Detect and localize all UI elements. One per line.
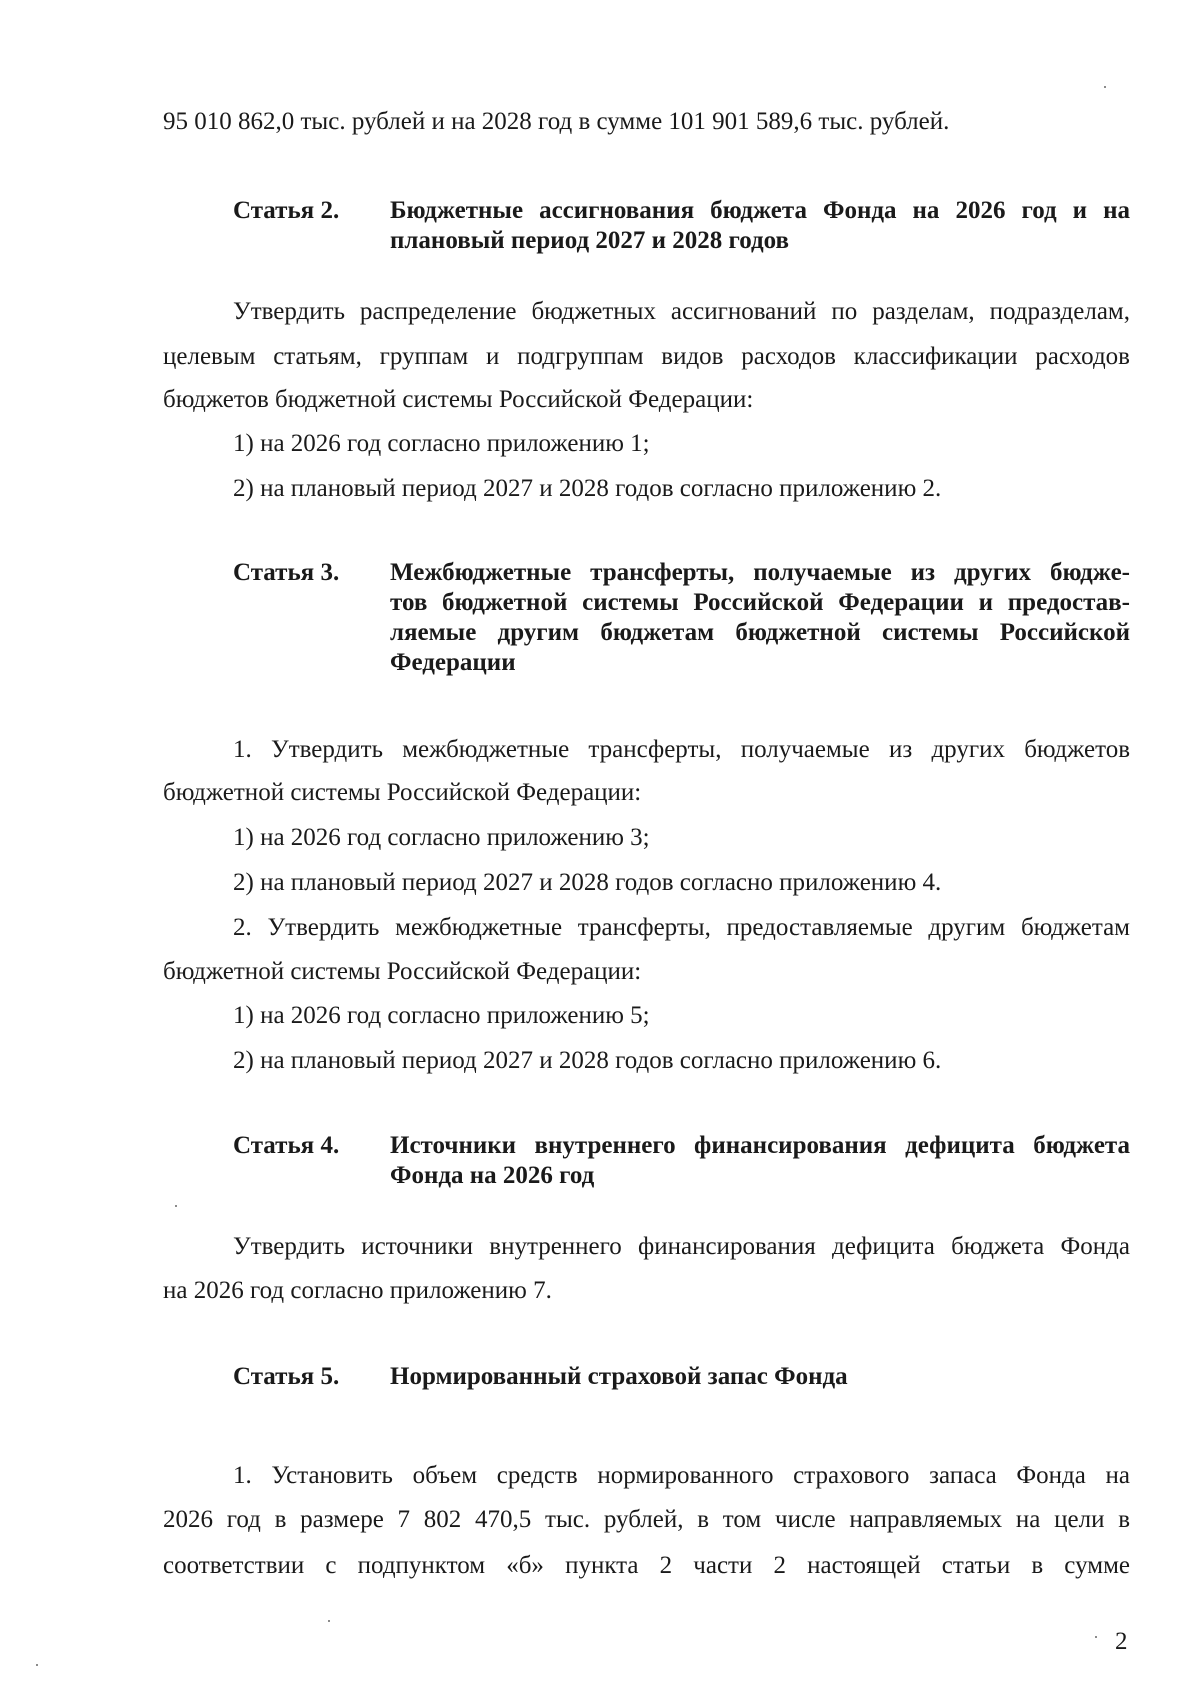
article-2-paragraph-line: бюджетов бюджетной системы Российской Федерации: — [163, 386, 754, 413]
article-3-p1-line: 1. Утвердить межбюджетные трансферты, получаемые из других бюджетов — [233, 736, 1130, 763]
article-3-p1-item-2: 2) на плановый период 2027 и 2028 годов согласно приложению 4. — [233, 869, 942, 896]
scan-speck — [36, 1664, 38, 1666]
article-3-p1-item-1: 1) на 2026 год согласно приложению 3; — [233, 824, 650, 851]
article-3-p2-line: бюджетной системы Российской Федерации: — [163, 958, 642, 985]
article-5-paragraph-line: 1. Установить объем средств нормированного страхового запаса Фонда на — [233, 1462, 1130, 1489]
article-3-p2-item-2: 2) на плановый период 2027 и 2028 годов согласно приложению 6. — [233, 1047, 942, 1074]
article-2-number: Статья 2. — [233, 197, 340, 224]
article-3-title — [390, 558, 1130, 678]
article-3-title-line: тов бюджетной системы Российской Федерации и предостав- — [390, 589, 1130, 616]
article-3-title-line: Федерации — [390, 649, 516, 676]
article-2-paragraph-line: Утвердить распределение бюджетных ассигнований по разделам, подразделам, — [233, 298, 1130, 325]
article-2-title-line: Бюджетные ассигнования бюджета Фонда на 2026 год и на — [390, 197, 1130, 224]
article-3-p1-line: бюджетной системы Российской Федерации: — [163, 779, 642, 806]
article-3-title-line: Межбюджетные трансферты, получаемые из других бюдже- — [390, 559, 1130, 586]
article-5-paragraph-line: 2026 год в размере 7 802 470,5 тыс. рублей, в том числе направляемых на цели в — [163, 1506, 1130, 1533]
scan-speck — [1095, 1636, 1097, 1638]
scan-speck — [1104, 86, 1106, 88]
article-4-number: Статья 4. — [233, 1132, 340, 1159]
article-3-p2-line: 2. Утвердить межбюджетные трансферты, предоставляемые другим бюджетам — [233, 914, 1130, 941]
article-4-title — [390, 1131, 1130, 1191]
article-4-paragraph-line: Утвердить источники внутреннего финансирования дефицита бюджета Фонда — [233, 1233, 1130, 1260]
article-2-title — [390, 196, 1130, 256]
article-2-title-line: плановый период 2027 и 2028 годов — [390, 227, 790, 254]
article-4-title-line: Источники внутреннего финансирования дефицита бюджета — [390, 1132, 1130, 1159]
article-3-p2-item-1: 1) на 2026 год согласно приложению 5; — [233, 1002, 650, 1029]
scan-speck — [328, 1620, 330, 1622]
article-4-paragraph-line: на 2026 год согласно приложению 7. — [163, 1277, 552, 1304]
page-number: 2 — [1115, 1628, 1128, 1655]
article-2-item-2: 2) на плановый период 2027 и 2028 годов согласно приложению 2. — [233, 475, 942, 502]
article-3-title-line: ляемые другим бюджетам бюджетной системы Российской — [390, 619, 1130, 646]
article-5-title: Нормированный страховой запас Фонда — [390, 1363, 848, 1390]
article-2-paragraph-line: целевым статьям, группам и подгруппам видов расходов классификации расходов — [163, 343, 1130, 370]
scan-speck — [175, 1205, 177, 1207]
article-4-title-line: Фонда на 2026 год — [390, 1162, 595, 1189]
article-2-item-1: 1) на 2026 год согласно приложению 1; — [233, 430, 650, 457]
article-5-paragraph-line: соответствии с подпунктом «б» пункта 2 части 2 настоящей статьи в сумме — [163, 1552, 1130, 1579]
article-5-number: Статья 5. — [233, 1363, 340, 1390]
continuation-line: 95 010 862,0 тыс. рублей и на 2028 год в сумме 101 901 589,6 тыс. рублей. — [163, 108, 950, 135]
article-3-number: Статья 3. — [233, 559, 340, 586]
